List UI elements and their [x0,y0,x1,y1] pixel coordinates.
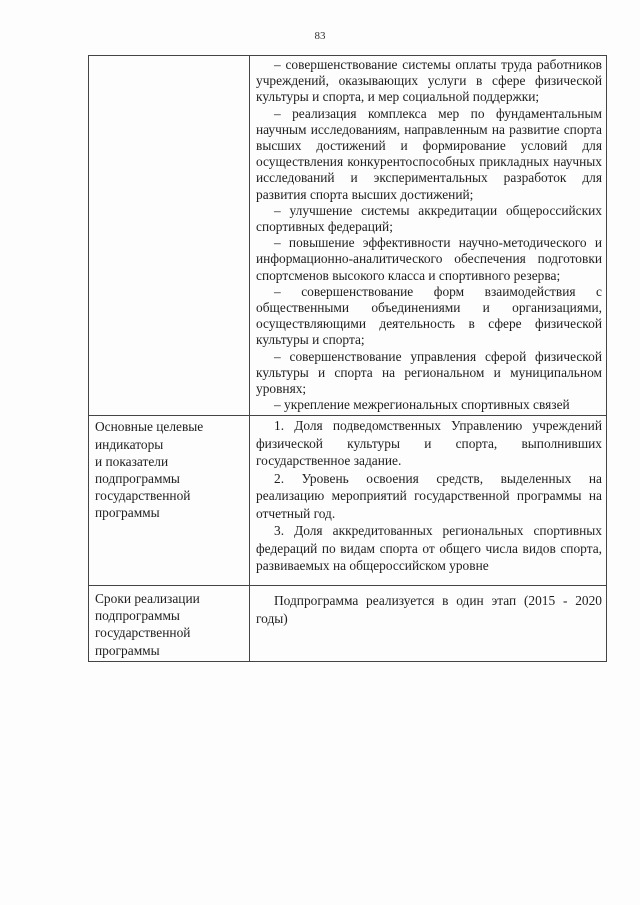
row-content-cell [250,56,607,416]
indicator-item: 1. Доля подведомственных Управлению учреждений физической культуры и спорта, выполнивших государственное задание. [256,418,602,469]
task-item: – совершенствование управления сферой физической культуры и спорта на региональном и муниципальном уровнях; [256,348,602,397]
task-item: – улучшение системы аккредитации общероссийских спортивных федераций; [256,202,602,235]
row-label-cell [89,416,250,586]
page-number: 83 [314,30,326,42]
row-label-cell [89,56,250,416]
timeline-text: Подпрограмма реализуется в один этап (2015 - 2020 годы) [256,592,602,626]
row-label-cell [89,585,250,661]
indicators-label: Основные целевые индикаторы и показатели подпрограммы государственной программы [95,419,204,521]
table-row-timeline [89,585,607,661]
table-row-tasks [89,56,607,416]
task-item: – повышение эффективности научно-методического и информационно-аналитического обеспечения подготовки спортсменов высокого класса и спортивного резерва; [256,235,602,283]
table-row-indicators [89,416,607,586]
indicator-item: 3. Доля аккредитованных региональных спортивных федераций по видам спорта от общего числа видов спорта, развиваемых на общероссийском уровне [256,523,602,574]
row-content-cell [250,416,607,586]
task-item: – укрепление межрегиональных спортивных связей [274,397,570,413]
task-item: – совершенствование системы оплаты труда работников учреждений, оказывающих услуги в сфере физической культуры и спорта, и мер социальной поддержки; [256,57,602,105]
task-item: – реализация комплекса мер по фундаментальным научным исследованиям, направленным на развитие спорта высших достижений и формирование условий для осуществления конкурентоспособных прикладных научных исследований и экспериментальных разработок для развития спорта высших достижений; [256,105,602,202]
row-content-cell [250,585,607,661]
indicator-item: 2. Уровень освоения средств, выделенных на реализацию мероприятий государственной программы на отчетный год. [256,470,602,521]
program-table [88,55,607,662]
task-item: – совершенствование форм взаимодействия с общественными объединениями и организациями, осуществляющими деятельность в сфере физической культуры и спорта; [256,283,602,348]
timeline-label: Сроки реализации подпрограммы государственной программы [95,590,200,658]
